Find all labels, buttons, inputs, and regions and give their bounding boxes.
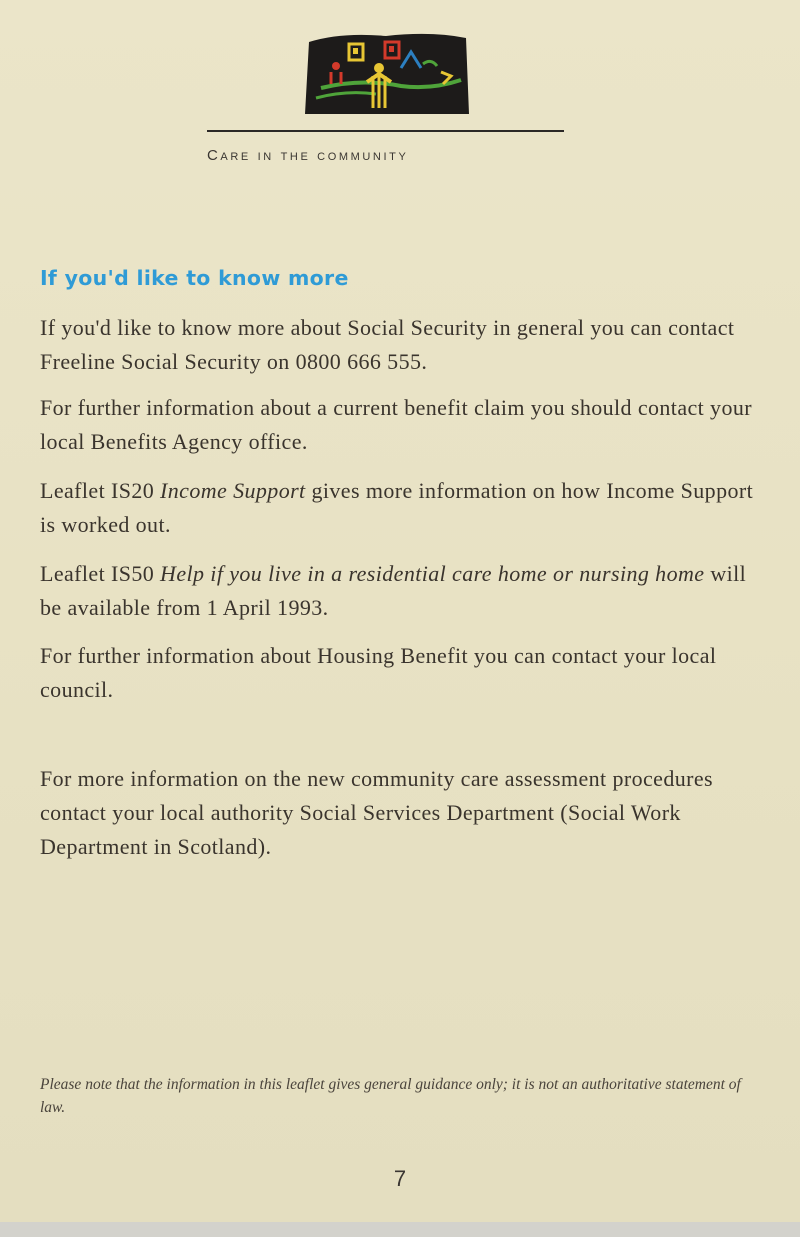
leaflet-is20-title: Income Support <box>160 478 306 503</box>
leaflet-is50-intro: Leaflet IS50 <box>40 561 161 586</box>
paragraph-housing-benefit: For further information about Housing Benefit you can contact your local council. <box>40 643 717 702</box>
scan-edge <box>0 1222 800 1237</box>
paragraph-freeline: If you'd like to know more about Social Security in general you can contact Freeline Social Security on 0800 666 555. <box>40 315 735 374</box>
header-rule <box>207 130 564 132</box>
paragraph-leaflet-is50 <box>40 557 770 625</box>
paragraph-leaflet-is20 <box>40 474 770 542</box>
section-heading: If you'd like to know more <box>40 266 349 290</box>
leaflet-is50-title: Help if you live in a residential care home or nursing home <box>160 561 705 586</box>
page-number: 7 <box>393 1166 407 1191</box>
legal-note: Please note that the information in this leaflet gives general guidance only; it is not an authoritative statement of law. <box>40 1076 741 1116</box>
leaflet-is50-rest: will be available from 1 April 1993. <box>40 561 747 620</box>
paragraph-community-care: For more information on the new community care assessment procedures contact your local authority Social Services Department (Social Work Department in Scotland). <box>40 766 713 859</box>
paragraph-benefits-agency: For further information about a current benefit claim you should contact your local Benefits Agency office. <box>40 395 752 454</box>
care-community-logo-icon <box>301 28 472 114</box>
leaflet-is20-intro: Leaflet IS20 <box>40 478 161 503</box>
leaflet-is20-rest: gives more information on how Income Support is worked out. <box>40 478 754 537</box>
series-title: Care in the community <box>207 147 409 164</box>
